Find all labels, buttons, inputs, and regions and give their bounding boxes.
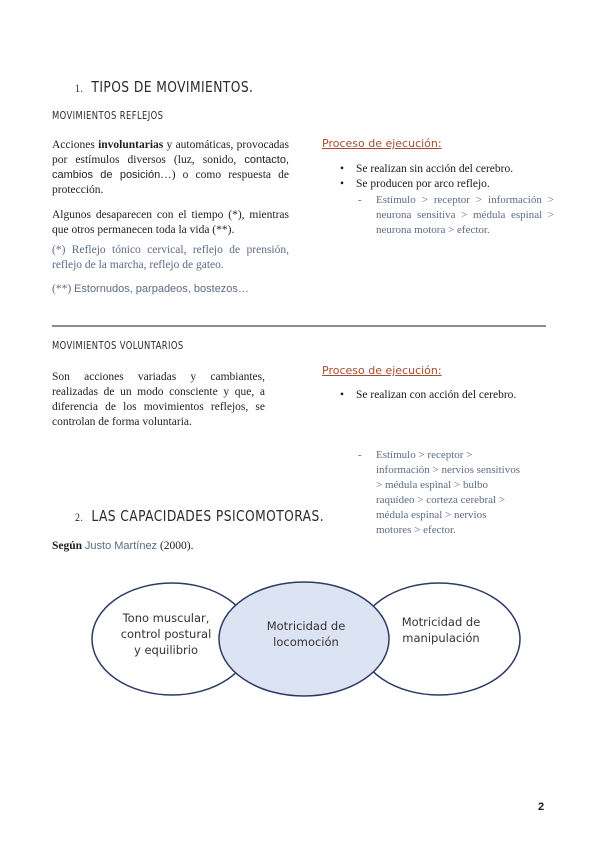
reflex-process-sub xyxy=(358,193,554,238)
reflex-para1-bold: involuntarias xyxy=(98,139,164,151)
reflex-note-2-prefix: (**) xyxy=(52,283,72,295)
center-label-line: locomoción xyxy=(273,635,339,649)
page-number: 2 xyxy=(538,801,545,813)
reflex-para1-post: …) o como respuesta de protección. xyxy=(52,169,289,196)
reflex-process-title: Proceso de ejecución: xyxy=(322,137,442,150)
reflex-para1-pre: Acciones xyxy=(52,139,95,151)
reflex-para1-handwritten: contacto, cambios de posición xyxy=(52,154,289,181)
voluntary-process-title: Proceso de ejecución: xyxy=(322,364,442,377)
section2-heading xyxy=(75,507,324,525)
left-label-line: y equilibrio xyxy=(134,643,198,657)
section-divider xyxy=(52,325,546,327)
voluntary-sub-line: información > nervios sensitivos xyxy=(376,464,520,476)
reflex-note-1: (*) Reflejo tónico cervical, reflejo de prensión, reflejo de la marcha, reflejo de gateo. xyxy=(52,244,289,271)
left-label-line: Tono muscular, xyxy=(122,611,210,625)
center-label-line: Motricidad de xyxy=(266,619,346,633)
voluntary-sub-line: raquídeo > corteza cerebral > xyxy=(376,494,506,506)
right-label-line: manipulación xyxy=(402,631,480,645)
list-item: • Se realizan con acción del cerebro. xyxy=(340,388,550,403)
section2-title: LAS CAPACIDADES PSICOMOTORAS. xyxy=(91,507,325,525)
reflex-note-2-text: Estornudos, parpadeos, bostezos… xyxy=(74,283,249,295)
left-label-line: control postural xyxy=(120,627,212,641)
source-year: (2000). xyxy=(159,540,194,552)
source-author: Justo Martínez xyxy=(84,540,158,552)
voluntary-sub-line: médula espinal > nervios xyxy=(376,509,487,521)
section1-number: 1. xyxy=(75,81,84,95)
voluntary-process-list xyxy=(340,388,550,403)
list-item: • Se producen por arco reflejo. xyxy=(340,177,550,192)
reflex-sub-item: Estímulo > receptor > información > neurona sensitiva > médula espinal > neurona motora > efector. xyxy=(376,194,554,236)
voluntary-sub-line: > médula espinal > bulbo xyxy=(376,479,488,491)
voluntary-paragraph: Son acciones variadas y cambiantes, realizadas de un modo consciente y que, a diferencia de los movimientos reflejos, se controlan de forma voluntaria. xyxy=(52,371,265,428)
section2-source xyxy=(52,539,193,554)
voluntary-heading: MOVIMIENTOS VOLUNTARIOS xyxy=(52,340,184,352)
section1-title: TIPOS DE MOVIMIENTOS. xyxy=(91,78,254,96)
sub-dash: - xyxy=(358,449,362,461)
list-item: • Se realizan sin acción del cerebro. xyxy=(340,162,550,177)
reflex-heading: MOVIMIENTOS REFLEJOS xyxy=(52,110,164,122)
section2-number: 2. xyxy=(75,510,84,524)
voluntary-process-sub xyxy=(358,448,566,538)
section1-heading xyxy=(75,78,253,96)
voluntary-sub-line: motores > efector. xyxy=(376,524,456,536)
reflex-process-list xyxy=(340,162,550,192)
right-label-line: Motricidad de xyxy=(401,615,481,629)
reflex-paragraph xyxy=(52,138,289,198)
sub-dash: - xyxy=(358,194,362,206)
reflex-para1-mid: y automáticas, provocadas por estímulos diversos (luz, sonido, xyxy=(52,139,290,166)
psychomotor-diagram xyxy=(80,578,530,708)
voluntary-sub-line: Estímulo > receptor > xyxy=(376,449,473,461)
reflex-note-2 xyxy=(52,282,289,297)
source-prefix: Según xyxy=(52,540,83,552)
reflex-paragraph-2: Algunos desaparecen con el tiempo (*), mientras que otros permanecen toda la vida (**). xyxy=(52,209,289,236)
